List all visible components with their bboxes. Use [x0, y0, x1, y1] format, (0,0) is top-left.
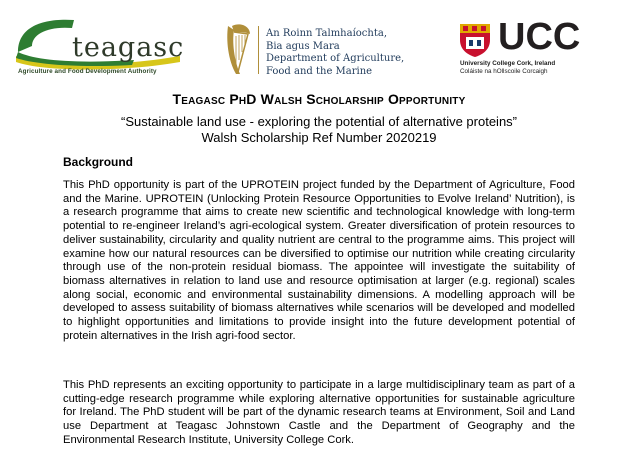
ucc-logo [458, 16, 624, 82]
page-title: Teagasc PhD Walsh Scholarship Opportunity [172, 91, 466, 107]
department-line: Bia agus Mara [266, 40, 340, 52]
department-line: Food and the Marine [266, 65, 373, 77]
reference-number: Walsh Scholarship Ref Number 2020219 [201, 130, 437, 145]
project-title: “Sustainable land use - exploring the potential of alternative proteins” [120, 114, 518, 129]
department-logo [222, 20, 405, 82]
harp-icon [222, 20, 254, 78]
body-paragraph: This PhD represents an exciting opportunity to participate in a large multidisciplinary team as part of a cutting-edge research programme while exploring alternative opportunities for sustainable agriculture for Ireland. The PhD student will be part of the dynamic research teams at Environment, Soil and Land use Department at Teagasc Johnstown Castle and the Department of Geography and the Environmental Research Institute, University College Cork. [63, 379, 575, 446]
ucc-wordmark: UCC [498, 16, 581, 58]
section-heading: Background [63, 155, 134, 169]
teagasc-tagline: Agriculture and Food Development Authority [18, 68, 157, 75]
teagasc-wordmark: teagasc [72, 32, 185, 63]
department-divider [258, 26, 259, 74]
ucc-irish-name: Coláiste na hOllscoile Corcaigh [460, 68, 548, 75]
body-paragraph: This PhD opportunity is part of the UPROTEIN project funded by the Department of Agriculture, Food and the Marine. UPROTEIN (Unlocking Protein Resource Opportunities to Evolve Ireland’ Nutrition), is a research programme that aims to create new scientific and technological knowledge with long-term potential to re-engineer Ireland’s agri-ecological system. Greater diversification of protein resources to deliver sustainability, circularity and quality nutrient are central to the programme aims. This project will examine how our natural resources can be diversified to optimise our nutrition while creating circularity through use of the non-protein residual biomass. The appointee will investigate the suitability of biomass alternatives in relation to land use and resource optimisation at larger (e.g. regional) scales along social, economic and environmental sustainability dimensions. A modelling approach will be developed to assess suitability of biomass alternatives while scenarios will be developed and modelled to highlight opportunities and limitations to provide insight into the future development potential of protein alternatives in the Irish agri-food sector. [63, 179, 575, 342]
ucc-crest-icon [458, 22, 492, 58]
department-line: Department of Agriculture, [266, 53, 405, 64]
teagasc-logo [14, 12, 184, 82]
department-name [266, 28, 416, 78]
ucc-english-name: University College Cork, Ireland [460, 60, 556, 67]
department-line: An Roinn Talmhaíochta, [266, 28, 388, 39]
